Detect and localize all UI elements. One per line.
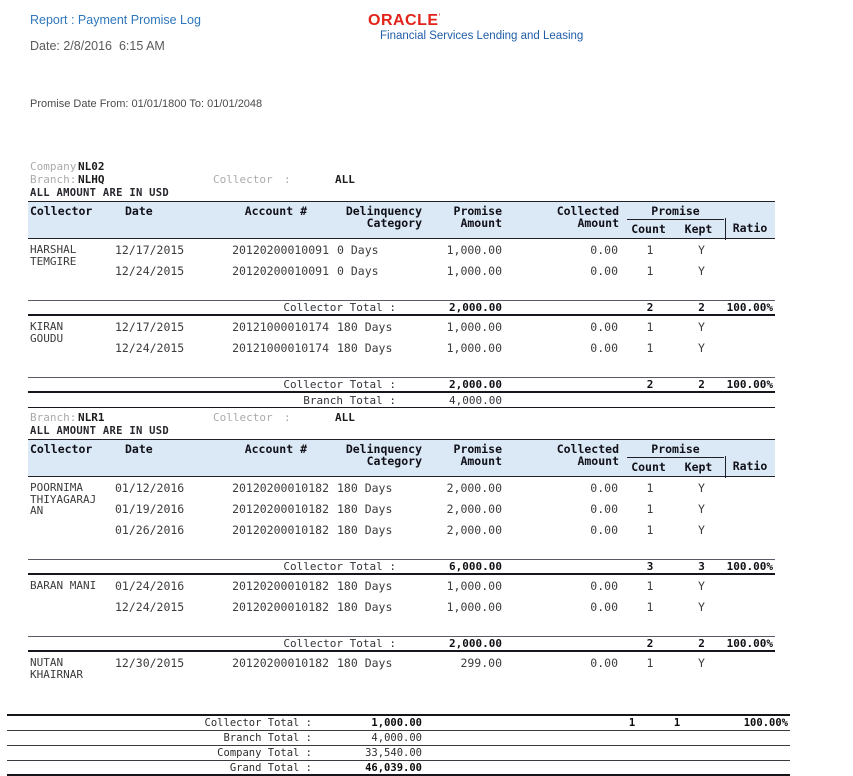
col-header-ratio: Ratio — [725, 202, 775, 238]
col-header-delinquency: Delinquency Category — [345, 442, 422, 468]
promise-amount-cell: 1,000.00 — [446, 243, 502, 257]
total-count: 3 — [646, 560, 654, 573]
collected-amount-cell: 0.00 — [590, 320, 618, 334]
footer-total-label: Grand Total : — [229, 761, 312, 774]
date-cell: 01/12/2016 — [115, 481, 185, 495]
footer-total-amount: 4,000.00 — [371, 732, 422, 744]
collected-amount-cell: 0.00 — [590, 656, 618, 670]
kept-cell: Y — [698, 502, 705, 516]
kept-cell: Y — [698, 320, 705, 334]
collected-amount-cell: 0.00 — [590, 600, 618, 614]
oracle-subtitle: Financial Services Lending and Leasing — [380, 30, 584, 42]
col-header-promise-group — [622, 440, 725, 476]
promise-amount-cell: 1,000.00 — [446, 320, 502, 334]
col-header-date: Date — [125, 442, 153, 456]
table-header-band — [28, 201, 775, 239]
count-cell: 1 — [646, 523, 654, 537]
account-cell: 20120200010182 — [232, 502, 329, 516]
branch-value: NLHQ — [78, 173, 105, 186]
collector-total-row — [28, 559, 775, 575]
total-kept: 2 — [698, 378, 705, 391]
kept-cell: Y — [698, 656, 705, 670]
col-header-delinquency: Delinquency Category — [345, 204, 422, 230]
promise-amount-cell: 1,000.00 — [446, 341, 502, 355]
footer-total-row — [7, 716, 790, 731]
kept-cell: Y — [698, 243, 705, 257]
delinquency-cell: 180 Days — [337, 600, 393, 614]
branch-section — [28, 411, 775, 692]
col-header-collected-amount: Collected Amount — [556, 204, 619, 230]
date-cell: 01/19/2016 — [115, 502, 185, 516]
collector-group — [28, 652, 775, 692]
table-header-band — [28, 439, 775, 477]
col-header-promise-group — [622, 202, 725, 238]
col-header-collector: Collector — [30, 442, 93, 456]
account-cell: 20120200010091 — [232, 243, 329, 257]
promise-amount-cell: 1,000.00 — [446, 600, 502, 614]
total-kept: 3 — [698, 560, 705, 573]
delinquency-cell: 180 Days — [337, 481, 393, 495]
collector-name-cell: NUTAN KHAIRNAR — [30, 656, 83, 681]
collector-group — [28, 239, 775, 316]
collected-amount-cell: 0.00 — [590, 502, 618, 516]
total-label: Branch Total : — [303, 393, 396, 407]
delinquency-cell: 180 Days — [337, 656, 393, 670]
kept-cell: Y — [698, 579, 705, 593]
kept-cell: Y — [698, 341, 705, 355]
collector-group — [28, 575, 775, 652]
footer-count: 1 — [628, 717, 636, 729]
section-meta-row — [28, 160, 775, 173]
collected-amount-cell: 0.00 — [590, 579, 618, 593]
account-cell: 20121000010174 — [232, 341, 329, 355]
amount-note: ALL AMOUNT ARE IN USD — [30, 425, 170, 437]
date-cell: 12/24/2015 — [115, 600, 185, 614]
account-cell: 20120200010182 — [232, 656, 329, 670]
account-cell: 20120200010182 — [232, 579, 329, 593]
oracle-wordmark: ORACLE’ — [368, 12, 441, 29]
col-header-collected-amount: Collected Amount — [556, 442, 619, 468]
total-label: Collector Total : — [283, 301, 396, 314]
total-ratio: 100.00% — [726, 378, 773, 391]
promise-group-label: Promise — [627, 205, 724, 220]
collector-group — [28, 477, 775, 575]
promise-amount-cell: 299.00 — [460, 656, 502, 670]
collector-name-cell: HARSHAL TEMGIRE — [30, 243, 77, 268]
col-header-date: Date — [125, 204, 153, 218]
grand-totals-block — [7, 714, 790, 776]
account-cell: 20120200010091 — [232, 264, 329, 278]
col-header-account: Account # — [244, 442, 307, 456]
total-count: 2 — [646, 637, 654, 650]
footer-total-amount: 33,540.00 — [365, 747, 422, 759]
kept-cell: Y — [698, 481, 705, 495]
promise-amount-cell: 1,000.00 — [446, 579, 502, 593]
date-cell: 12/24/2015 — [115, 341, 185, 355]
total-count: 2 — [646, 378, 654, 391]
delinquency-cell: 180 Days — [337, 579, 393, 593]
delinquency-cell: 180 Days — [337, 320, 393, 334]
collector-name-cell: POORNIMA THIYAGARAJ AN — [30, 481, 97, 517]
footer-total-label: Collector Total : — [204, 717, 312, 729]
footer-total-label: Branch Total : — [223, 732, 312, 744]
col-header-account: Account # — [244, 204, 307, 218]
collected-amount-cell: 0.00 — [590, 481, 618, 495]
col-header-count: Count — [631, 222, 666, 236]
account-cell: 20120200010182 — [232, 481, 329, 495]
count-cell: 1 — [646, 320, 654, 334]
col-header-collector: Collector — [30, 204, 93, 218]
kept-cell: Y — [698, 264, 705, 278]
collector-total-row — [28, 300, 775, 316]
collected-amount-cell: 0.00 — [590, 243, 618, 257]
footer-total-row — [7, 731, 790, 746]
branch-total-row — [28, 393, 775, 408]
collector-colon: : — [284, 173, 291, 186]
kept-cell: Y — [698, 523, 705, 537]
footer-total-label: Company Total : — [217, 747, 312, 759]
collector-name-cell: KIRAN GOUDU — [30, 320, 64, 345]
total-label: Collector Total : — [283, 560, 396, 573]
collector-colon: : — [284, 411, 291, 424]
account-cell: 20121000010174 — [232, 320, 329, 334]
amount-note: ALL AMOUNT ARE IN USD — [30, 187, 170, 199]
promise-date-range: Promise Date From: 01/01/1800 To: 01/01/2048 — [30, 98, 263, 110]
date-cell: 12/17/2015 — [115, 320, 185, 334]
date-cell: 12/17/2015 — [115, 243, 185, 257]
date-cell: 12/30/2015 — [115, 656, 185, 670]
footer-total-amount: 46,039.00 — [365, 761, 422, 774]
total-kept: 2 — [698, 301, 705, 314]
total-amount: 2,000.00 — [449, 301, 502, 314]
collector-name-cell: BARAN MANI — [30, 579, 97, 592]
footer-total-amount: 1,000.00 — [371, 717, 422, 729]
report-title-link[interactable]: Report : Payment Promise Log — [30, 13, 201, 27]
total-count: 2 — [646, 301, 654, 314]
branch-value: NLR1 — [78, 411, 105, 424]
branch-label: Branch: — [30, 411, 77, 424]
collected-amount-cell: 0.00 — [590, 264, 618, 278]
footer-kept: 1 — [673, 717, 681, 729]
total-amount: 2,000.00 — [449, 378, 502, 391]
count-cell: 1 — [646, 600, 654, 614]
report-body — [28, 160, 775, 692]
total-label: Collector Total : — [283, 378, 396, 391]
branch-label: Branch: — [30, 173, 77, 186]
collector-value: ALL — [335, 411, 355, 424]
collector-group — [28, 316, 775, 393]
collector-total-row — [28, 636, 775, 652]
delinquency-cell: 180 Days — [337, 341, 393, 355]
total-ratio: 100.00% — [726, 560, 773, 573]
promise-amount-cell: 2,000.00 — [446, 502, 502, 516]
promise-amount-cell: 2,000.00 — [446, 523, 502, 537]
collector-value: ALL — [335, 173, 355, 186]
kept-cell: Y — [698, 600, 705, 614]
promise-amount-cell: 2,000.00 — [446, 481, 502, 495]
collector-label: Collector — [213, 173, 273, 186]
total-amount: 4,000.00 — [449, 393, 502, 407]
count-cell: 1 — [646, 481, 654, 495]
date-cell: 01/26/2016 — [115, 523, 185, 537]
delinquency-cell: 180 Days — [337, 502, 393, 516]
col-header-ratio: Ratio — [725, 440, 775, 476]
footer-total-row — [7, 746, 790, 761]
delinquency-cell: 180 Days — [337, 523, 393, 537]
col-header-kept: Kept — [684, 222, 713, 236]
collected-amount-cell: 0.00 — [590, 523, 618, 537]
collector-total-row — [28, 377, 775, 393]
count-cell: 1 — [646, 341, 654, 355]
promise-amount-cell: 1,000.00 — [446, 264, 502, 278]
date-cell: 01/24/2016 — [115, 579, 185, 593]
company-value: NL02 — [78, 160, 105, 173]
oracle-logo — [368, 12, 583, 42]
collector-label: Collector — [213, 411, 273, 424]
report-header — [0, 0, 853, 74]
report-date: Date: 2/8/2016 6:15 AM — [30, 39, 165, 53]
count-cell: 1 — [646, 243, 654, 257]
registered-mark-icon: ’ — [438, 12, 441, 22]
col-header-promise-amount: Promise Amount — [453, 204, 502, 230]
account-cell: 20120200010182 — [232, 523, 329, 537]
delinquency-cell: 0 Days — [337, 243, 379, 257]
total-amount: 6,000.00 — [449, 560, 502, 573]
count-cell: 1 — [646, 579, 654, 593]
date-cell: 12/24/2015 — [115, 264, 185, 278]
count-cell: 1 — [646, 264, 654, 278]
col-header-count: Count — [631, 460, 666, 474]
total-kept: 2 — [698, 637, 705, 650]
total-ratio: 100.00% — [726, 301, 773, 314]
promise-group-label: Promise — [627, 443, 724, 458]
col-header-promise-amount: Promise Amount — [453, 442, 502, 468]
section-meta-row — [28, 411, 775, 424]
account-cell: 20120200010182 — [232, 600, 329, 614]
total-amount: 2,000.00 — [449, 637, 502, 650]
branch-section — [28, 160, 775, 408]
delinquency-cell: 0 Days — [337, 264, 379, 278]
count-cell: 1 — [646, 502, 654, 516]
section-meta-row — [28, 173, 775, 186]
collected-amount-cell: 0.00 — [590, 341, 618, 355]
total-label: Collector Total : — [283, 637, 396, 650]
count-cell: 1 — [646, 656, 654, 670]
footer-ratio: 100.00% — [743, 717, 788, 729]
col-header-kept: Kept — [684, 460, 713, 474]
company-label: Company: — [30, 160, 83, 173]
total-ratio: 100.00% — [726, 637, 773, 650]
